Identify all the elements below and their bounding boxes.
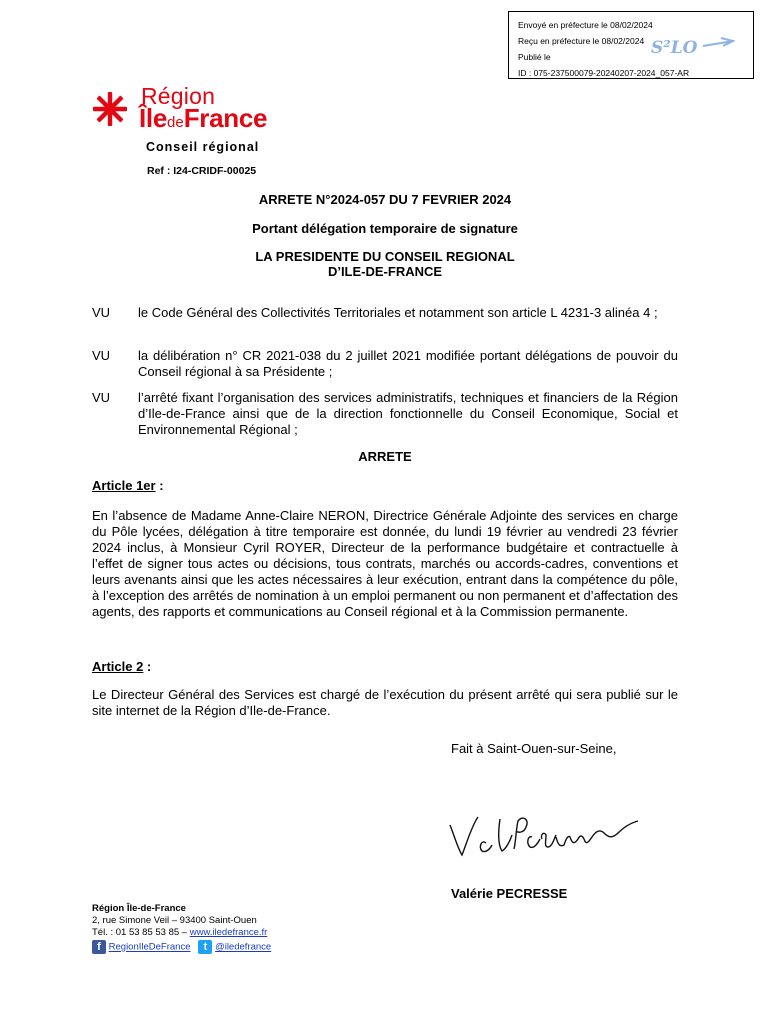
signer-name: Valérie PECRESSE	[451, 886, 568, 901]
vu-clause: l’arrêté fixant l’organisation des services administratifs, techniques et financiers de la Région d’Ile-de-France ainsi que de la direction fonctionnelle du Conseil Economique, Social et Environnemental Régional ;	[138, 390, 678, 437]
social-links	[92, 940, 271, 956]
document-subtitle: Portant délégation temporaire de signature	[252, 221, 518, 236]
twitter-link[interactable]: @iledefrance	[215, 941, 272, 953]
article-2-heading	[92, 659, 151, 674]
vu-label: VU	[92, 390, 111, 405]
logo-de: de	[167, 114, 184, 131]
vu-label: VU	[92, 348, 111, 363]
document-title: ARRETE N°2024-057 DU 7 FEVRIER 2024	[258, 192, 512, 207]
article-2-title: Article 2	[92, 659, 144, 674]
facebook-link[interactable]: RegionIleDeFrance	[108, 941, 191, 953]
website-link[interactable]: www.iledefrance.fr	[189, 927, 268, 938]
vu-label: VU	[92, 305, 111, 320]
prefecture-stamp	[508, 11, 754, 79]
arrete-heading: ARRETE	[358, 449, 412, 464]
article-2-body: Le Directeur Général des Services est chargé de l’exécution du présent arrêté qui sera publié sur le site internet de la Région d’Ile-de-France.	[92, 687, 678, 718]
stamp-sent-date: Envoyé en préfecture le 08/02/2024	[518, 20, 653, 30]
stamp-published: Publié le	[518, 52, 551, 62]
article-2-colon: :	[143, 659, 152, 674]
place-of-signature: Fait à Saint-Ouen-sur-Seine,	[451, 741, 617, 756]
conseil-regional-label: Conseil régional	[146, 140, 260, 154]
logo-iledefrance	[139, 103, 267, 134]
reference: Ref : I24-CRIDF-00025	[147, 165, 257, 177]
twitter-icon[interactable]: t	[198, 940, 212, 954]
footer-address-block	[92, 903, 267, 939]
logo-region-word: Région	[141, 83, 216, 109]
vu-clause: la délibération n° CR 2021-038 du 2 juillet 2021 modifiée portant délégations de pouvoir du Conseil régional à sa Présidente ;	[138, 348, 678, 379]
article-1-heading	[92, 478, 164, 493]
facebook-icon[interactable]: f	[92, 940, 106, 954]
footer-contact-line	[92, 927, 267, 939]
logo-france: France	[183, 103, 268, 133]
footer-address: 2, rue Simone Veil – 93400 Saint-Ouen	[92, 915, 257, 926]
vu-clause: le Code Général des Collectivités Territoriales et notamment son article L 4231-3 alinéa 4 ;	[138, 305, 658, 320]
article-1-title: Article 1er	[92, 478, 156, 493]
stamp-received-date: Reçu en préfecture le 08/02/2024	[518, 36, 645, 46]
authority-line-1: LA PRESIDENTE DU CONSEIL REGIONAL	[255, 249, 515, 264]
article-1-colon: :	[155, 478, 164, 493]
stamp-id: ID : 075-237500079-20240207-2024_057-AR	[518, 68, 690, 78]
logo-ile: Île	[139, 103, 168, 133]
footer-organization: Région Île-de-France	[92, 903, 186, 914]
article-1-body: En l’absence de Madame Anne-Claire NERON, Directrice Générale Adjointe des services en charge du Pôle lycées, délégation à titre temporaire est donnée, du lundi 19 février au vendredi 23 février 2024 inclus, à Monsieur Cyril ROYER, Directeur de la performance budgétaire et contractuelle à l’effet de signer tous actes ou décisions, tous contrats, marchés ou accords-cadres, conventions et leurs avenants ainsi que les actes nécessaires à leur exécution, entrant dans la compétence du pôle, à l’exception des arrêtés de nomination à un emploi permanent ou non permanent et d’affectation des agents, des rapports et communications au Conseil régional et à la Commission permanente.	[92, 508, 678, 619]
handwritten-signature	[446, 805, 641, 865]
footer-phone: Tél. : 01 53 85 53 85 –	[92, 927, 188, 938]
authority-line-2: D’ILE-DE-FRANCE	[327, 264, 443, 279]
region-logo	[92, 85, 342, 135]
svg-text:S²LO: S²LO	[651, 38, 698, 58]
slo-logo	[651, 34, 735, 58]
star-icon	[92, 91, 128, 127]
